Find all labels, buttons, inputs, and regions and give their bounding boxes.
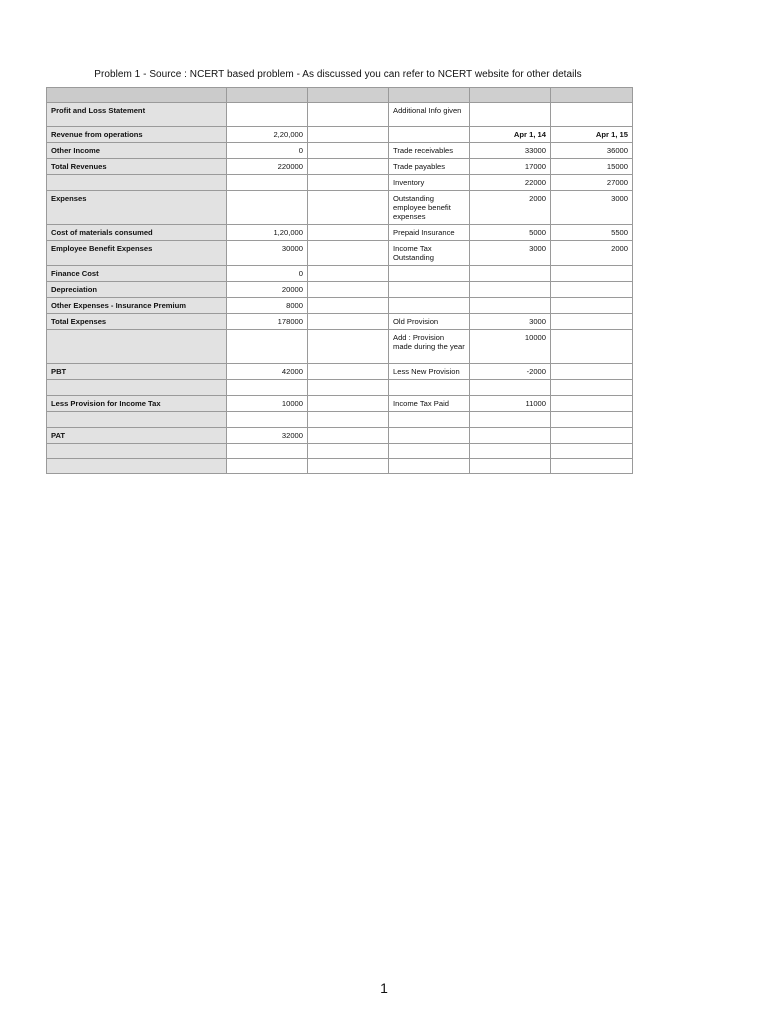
page-number: 1 (380, 980, 388, 996)
additional-info-cell: Add : Provision made during the year (389, 330, 470, 364)
row-label (47, 175, 227, 191)
row-label: PBT (47, 364, 227, 380)
table-row (47, 127, 633, 143)
apr-2014-cell: 11000 (470, 396, 551, 412)
apr-2015-cell: 5500 (551, 225, 633, 241)
apr-2015-cell: 36000 (551, 143, 633, 159)
apr-2015-cell (551, 282, 633, 298)
empty-cell (308, 330, 389, 364)
empty-cell (308, 103, 389, 127)
amount-cell (227, 330, 308, 364)
apr-2014-cell (470, 459, 551, 474)
apr-2014-cell (470, 282, 551, 298)
header-cell (470, 88, 551, 103)
table-row (47, 143, 633, 159)
row-label: Less Provision for Income Tax (47, 396, 227, 412)
amount-cell: 1,20,000 (227, 225, 308, 241)
empty-cell (308, 444, 389, 459)
additional-info-cell (389, 459, 470, 474)
header-cell (551, 88, 633, 103)
additional-info-cell (389, 444, 470, 459)
empty-cell (308, 380, 389, 396)
profit-loss-table (46, 87, 633, 474)
table-row (47, 191, 633, 225)
row-label: Employee Benefit Expenses (47, 241, 227, 266)
apr-2015-cell: Apr 1, 15 (551, 127, 633, 143)
apr-2015-cell: 2000 (551, 241, 633, 266)
row-label (47, 459, 227, 474)
page-title: Problem 1 - Source : NCERT based problem - As discussed you can refer to NCERT website for other details (94, 69, 582, 80)
empty-cell (308, 298, 389, 314)
empty-cell (308, 143, 389, 159)
additional-info-cell: Less New Provision (389, 364, 470, 380)
additional-info-cell: Additional Info given (389, 103, 470, 127)
apr-2014-cell: 3000 (470, 314, 551, 330)
additional-info-cell (389, 428, 470, 444)
empty-cell (308, 127, 389, 143)
empty-cell (308, 428, 389, 444)
empty-cell (308, 241, 389, 266)
row-label: Cost of materials consumed (47, 225, 227, 241)
table-row (47, 412, 633, 428)
amount-cell (227, 444, 308, 459)
additional-info-cell: Inventory (389, 175, 470, 191)
apr-2014-cell: 5000 (470, 225, 551, 241)
apr-2014-cell: 17000 (470, 159, 551, 175)
table-row (47, 428, 633, 444)
apr-2015-cell (551, 459, 633, 474)
header-cell (47, 88, 227, 103)
apr-2015-cell (551, 314, 633, 330)
header-cell (227, 88, 308, 103)
additional-info-cell (389, 380, 470, 396)
table-row (47, 314, 633, 330)
row-label: Expenses (47, 191, 227, 225)
apr-2015-cell: 15000 (551, 159, 633, 175)
empty-cell (308, 396, 389, 412)
amount-cell (227, 175, 308, 191)
apr-2014-cell: 3000 (470, 241, 551, 266)
additional-info-cell (389, 282, 470, 298)
additional-info-cell: Outstanding employee benefit expenses (389, 191, 470, 225)
row-label: Profit and Loss Statement (47, 103, 227, 127)
amount-cell (227, 103, 308, 127)
table-row (47, 364, 633, 380)
amount-cell: 10000 (227, 396, 308, 412)
empty-cell (308, 266, 389, 282)
apr-2014-cell (470, 103, 551, 127)
table-row (47, 444, 633, 459)
empty-cell (308, 191, 389, 225)
apr-2014-cell (470, 266, 551, 282)
amount-cell: 20000 (227, 282, 308, 298)
apr-2014-cell: -2000 (470, 364, 551, 380)
empty-cell (308, 159, 389, 175)
apr-2014-cell: 10000 (470, 330, 551, 364)
additional-info-cell (389, 266, 470, 282)
apr-2015-cell (551, 103, 633, 127)
row-label (47, 330, 227, 364)
additional-info-cell: Trade payables (389, 159, 470, 175)
apr-2014-cell (470, 444, 551, 459)
row-label: Total Revenues (47, 159, 227, 175)
row-label (47, 380, 227, 396)
apr-2015-cell (551, 428, 633, 444)
empty-cell (308, 175, 389, 191)
table-row (47, 241, 633, 266)
apr-2015-cell (551, 412, 633, 428)
table-row (47, 396, 633, 412)
amount-cell: 8000 (227, 298, 308, 314)
amount-cell: 0 (227, 143, 308, 159)
amount-cell: 220000 (227, 159, 308, 175)
empty-cell (308, 225, 389, 241)
apr-2014-cell (470, 412, 551, 428)
row-label: Depreciation (47, 282, 227, 298)
header-row (47, 88, 633, 103)
apr-2014-cell: 22000 (470, 175, 551, 191)
apr-2015-cell: 3000 (551, 191, 633, 225)
amount-cell (227, 191, 308, 225)
additional-info-cell: Income Tax Paid (389, 396, 470, 412)
table-row (47, 380, 633, 396)
empty-cell (308, 282, 389, 298)
table-row (47, 459, 633, 474)
additional-info-cell: Old Provision (389, 314, 470, 330)
table-row (47, 266, 633, 282)
apr-2014-cell (470, 380, 551, 396)
row-label: Finance Cost (47, 266, 227, 282)
apr-2014-cell (470, 428, 551, 444)
amount-cell: 32000 (227, 428, 308, 444)
apr-2015-cell (551, 266, 633, 282)
empty-cell (308, 364, 389, 380)
additional-info-cell (389, 298, 470, 314)
row-label (47, 444, 227, 459)
apr-2015-cell (551, 380, 633, 396)
apr-2015-cell (551, 364, 633, 380)
additional-info-cell (389, 412, 470, 428)
table-row (47, 103, 633, 127)
row-label: Revenue from operations (47, 127, 227, 143)
empty-cell (308, 459, 389, 474)
additional-info-cell: Trade receivables (389, 143, 470, 159)
additional-info-cell: Income Tax Outstanding (389, 241, 470, 266)
additional-info-cell (389, 127, 470, 143)
amount-cell: 30000 (227, 241, 308, 266)
row-label (47, 412, 227, 428)
additional-info-cell: Prepaid Insurance (389, 225, 470, 241)
apr-2015-cell (551, 444, 633, 459)
amount-cell: 0 (227, 266, 308, 282)
row-label: Total Expenses (47, 314, 227, 330)
row-label: Other Income (47, 143, 227, 159)
header-cell (308, 88, 389, 103)
apr-2014-cell: Apr 1, 14 (470, 127, 551, 143)
table-row (47, 330, 633, 364)
amount-cell: 178000 (227, 314, 308, 330)
apr-2015-cell (551, 330, 633, 364)
table-row (47, 159, 633, 175)
apr-2014-cell: 33000 (470, 143, 551, 159)
empty-cell (308, 412, 389, 428)
apr-2014-cell (470, 298, 551, 314)
table-row (47, 282, 633, 298)
apr-2014-cell: 2000 (470, 191, 551, 225)
amount-cell (227, 412, 308, 428)
apr-2015-cell: 27000 (551, 175, 633, 191)
table-row (47, 225, 633, 241)
row-label: PAT (47, 428, 227, 444)
amount-cell (227, 380, 308, 396)
amount-cell: 42000 (227, 364, 308, 380)
apr-2015-cell (551, 396, 633, 412)
apr-2015-cell (551, 298, 633, 314)
header-cell (389, 88, 470, 103)
table-row (47, 298, 633, 314)
table-row (47, 175, 633, 191)
amount-cell (227, 459, 308, 474)
row-label: Other Expenses - Insurance Premium (47, 298, 227, 314)
amount-cell: 2,20,000 (227, 127, 308, 143)
empty-cell (308, 314, 389, 330)
